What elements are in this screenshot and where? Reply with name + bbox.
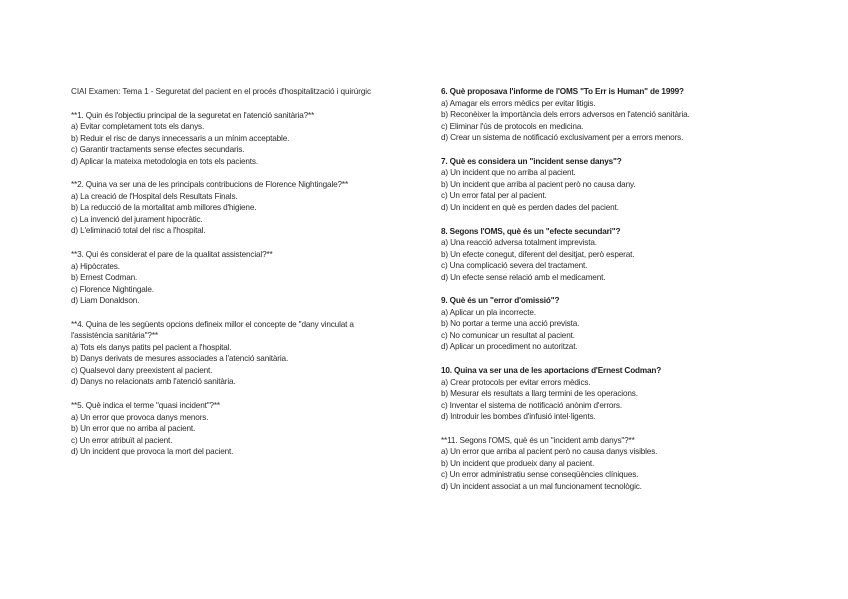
option-d: d) L'eliminació total del risc a l'hospital. — [71, 226, 206, 236]
option-c: c) Un error fatal per al pacient. — [441, 191, 547, 201]
option-c: c) Qualsevol dany preexistent al pacient. — [71, 365, 213, 375]
option-c: c) Eliminar l'ús de protocols en medicina. — [441, 121, 584, 131]
question-10 — [441, 365, 841, 423]
option-c: c) Garantir tractaments sense efectes secundaris. — [71, 145, 245, 154]
question-8 — [441, 226, 841, 284]
option-b: b) Un incident que arriba al pacient però no causa dany. — [441, 179, 636, 189]
question-text: **4. Quina de les següents opcions defineix millor el concepte de "dany vinculat a — [71, 319, 354, 329]
option-a: a) Amagar els errors mèdics per evitar litigis. — [441, 98, 596, 108]
option-d: d) Aplicar la mateixa metodologia en tots els pacients. — [71, 156, 258, 166]
option-a: a) Un incident que no arriba al pacient. — [441, 168, 576, 178]
question-7 — [441, 156, 841, 214]
option-c: c) Un error administratiu sense conseqüències clíniques. — [441, 470, 639, 480]
option-a: a) Tots els danys patits pel pacient a l'hospital. — [71, 342, 232, 352]
option-d: d) Un efecte sense relació amb el medicament. — [441, 272, 606, 282]
option-b: b) Danys derivats de mesures associades a l'atenció sanitària. — [71, 354, 289, 364]
option-d: d) Liam Donaldson. — [71, 296, 140, 306]
question-9 — [441, 295, 841, 353]
option-d: d) Introduir les bombes d'infusió intel·ligents. — [441, 412, 596, 422]
option-a: a) Evitar completament tots els danys. — [71, 122, 205, 131]
option-a: a) La creació de l'Hospital dels Resultats Finals. — [71, 191, 238, 201]
question-2 — [71, 179, 431, 237]
option-c: c) Inventar el sistema de notificació anònim d'errors. — [441, 400, 622, 410]
question-11 — [441, 435, 841, 493]
option-a: a) Un error que provoca danys menors. — [71, 412, 209, 422]
option-b: b) Un efecte conegut, diferent del desitjat, però esperat. — [441, 249, 635, 259]
left-column — [71, 86, 431, 470]
option-c: c) La invenció del jurament hipocràtic. — [71, 214, 203, 224]
question-5 — [71, 400, 431, 458]
option-d: d) Un incident associat a un mal funcionament tecnològic. — [441, 481, 642, 491]
question-text: **5. Què indica el terme "quasi incident"?** — [71, 401, 220, 411]
option-d: d) Un incident que provoca la mort del pacient. — [71, 447, 234, 457]
question-1 — [71, 110, 431, 168]
option-b: b) Reconèixer la importància dels errors adversos en l'atenció sanitària. — [441, 110, 690, 119]
question-text: **1. Quin és l'objectiu principal de la seguretat en l'atenció sanitària?** — [71, 110, 315, 120]
option-d: d) Un incident en què es perden dades del pacient. — [441, 202, 619, 212]
option-b: b) Un incident que produeix dany al pacient. — [441, 458, 595, 468]
option-d: d) Crear un sistema de notificació exclusivament per a errors menors. — [441, 133, 684, 142]
question-text: **11. Segons l'OMS, què és un "incident amb danys"?** — [441, 435, 635, 445]
option-b: b) Ernest Codman. — [71, 273, 138, 283]
option-a: a) Crear protocols per evitar errors mèdics. — [441, 377, 591, 387]
document-title: CIAI Examen: Tema 1 - Seguretat del pacient en el procés d'hospitalització i quirúrgic — [71, 87, 372, 96]
question-4 — [71, 319, 431, 388]
option-b: b) Un error que no arriba al pacient. — [71, 424, 196, 434]
option-a: a) Un error que arriba al pacient però no causa danys visibles. — [441, 447, 658, 457]
option-d: d) Danys no relacionats amb l'atenció sanitària. — [71, 377, 236, 387]
question-text: 10. Quina va ser una de les aportacions d'Ernest Codman? — [441, 366, 662, 376]
option-c: c) No comunicar un resultat al pacient. — [441, 330, 575, 340]
option-c: c) Un error atribuït al pacient. — [71, 435, 173, 445]
question-text: 7. Què es considera un "incident sense danys"? — [441, 156, 622, 166]
option-a: a) Hipòcrates. — [71, 261, 120, 271]
option-b: b) Mesurar els resultats a llarg termini de les operacions. — [441, 389, 638, 399]
question-text: 6. Què proposava l'informe de l'OMS "To Err is Human" de 1999? — [441, 87, 684, 96]
option-a: a) Aplicar un pla incorrecte. — [441, 307, 536, 317]
option-a: a) Una reacció adversa totalment imprevista. — [441, 238, 597, 248]
question-text-continued: l'assistència sanitària"?** — [71, 331, 158, 341]
question-3 — [71, 249, 431, 307]
question-text: **3. Qui és considerat el pare de la qualitat assistencial?** — [71, 250, 273, 260]
option-d: d) Aplicar un procediment no autoritzat. — [441, 342, 578, 352]
question-text: 9. Què és un "error d'omissió"? — [441, 296, 560, 306]
question-6 — [441, 86, 841, 144]
question-text: **2. Quina va ser una de les principals contribucions de Florence Nightingale?** — [71, 180, 349, 190]
option-b: b) Reduir el risc de danys innecessaris a un mínim acceptable. — [71, 133, 290, 143]
option-c: c) Una complicació severa del tractament. — [441, 261, 588, 271]
option-b: b) No portar a terme una acció prevista. — [441, 319, 580, 329]
option-c: c) Florence Nightingale. — [71, 284, 154, 294]
question-text: 8. Segons l'OMS, què és un "efecte secundari"? — [441, 226, 621, 236]
right-column — [441, 86, 841, 505]
option-b: b) La reducció de la mortalitat amb millores d'higiene. — [71, 203, 257, 213]
